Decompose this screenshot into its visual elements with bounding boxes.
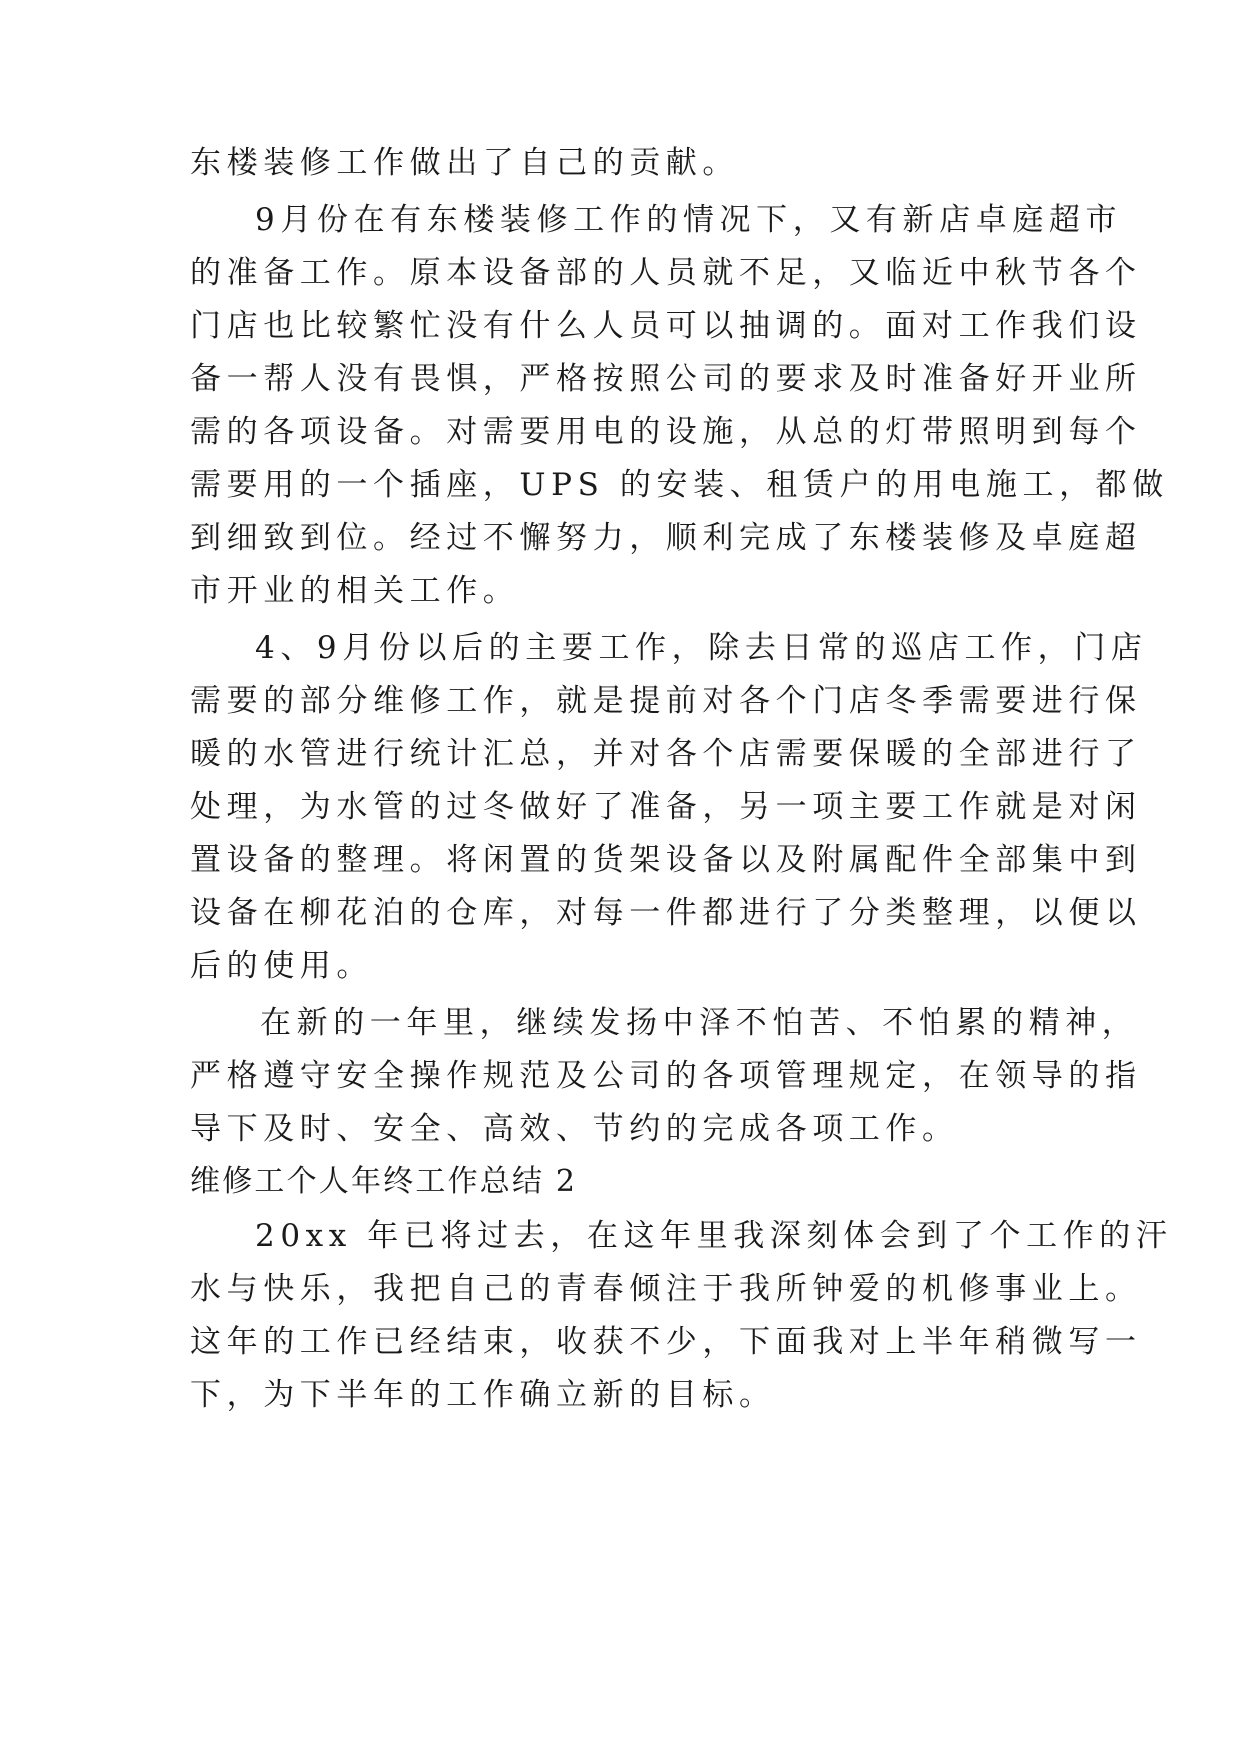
september-paragraph-line-7: 到细致到位。经过不懈努力，顺利完成了东楼装修及卓庭超 [190, 520, 1142, 556]
intro-paragraph-line-1: 20xx 年已将过去，在这年里我深刻体会到了个工作的汗 [255, 1218, 1173, 1254]
intro-paragraph-line-2: 水与快乐，我把自己的青春倾注于我所钟爱的机修事业上。 [190, 1271, 1142, 1307]
after-september-paragraph-line-2: 需要的部分维修工作，就是提前对各个门店冬季需要进行保 [190, 683, 1142, 719]
after-september-paragraph-line-1: 4、9月份以后的主要工作，除去日常的巡店工作，门店 [255, 630, 1148, 666]
after-september-paragraph-line-6: 设备在柳花泊的仓库，对每一件都进行了分类整理，以便以 [190, 895, 1142, 931]
september-paragraph-line-5: 需的各项设备。对需要用电的设施，从总的灯带照明到每个 [190, 414, 1142, 450]
after-september-paragraph-line-3: 暖的水管进行统计汇总，并对各个店需要保暖的全部进行了 [190, 736, 1142, 772]
intro-paragraph-line-4: 下，为下半年的工作确立新的目标。 [190, 1377, 776, 1413]
section-title: 维修工个人年终工作总结 2 [190, 1164, 578, 1199]
september-paragraph-line-2: 的准备工作。原本设备部的人员就不足，又临近中秋节各个 [190, 255, 1142, 291]
continuation-line-1: 东楼装修工作做出了自己的贡献。 [190, 145, 739, 181]
september-paragraph-line-8: 市开业的相关工作。 [190, 573, 520, 609]
september-paragraph-line-3: 门店也比较繁忙没有什么人员可以抽调的。面对工作我们设 [190, 308, 1142, 344]
new-year-paragraph-line-2: 严格遵守安全操作规范及公司的各项管理规定，在领导的指 [190, 1058, 1142, 1094]
intro-paragraph-line-3: 这年的工作已经结束，收获不少，下面我对上半年稍微写一 [190, 1324, 1142, 1360]
september-paragraph-line-6: 需要用的一个插座，UPS 的安装、租赁户的用电施工，都做 [190, 467, 1169, 503]
september-paragraph-line-1: 9月份在有东楼装修工作的情况下，又有新店卓庭超市 [255, 202, 1123, 238]
after-september-paragraph-line-7: 后的使用。 [190, 948, 373, 984]
after-september-paragraph-line-5: 置设备的整理。将闲置的货架设备以及附属配件全部集中到 [190, 842, 1142, 878]
after-september-paragraph-line-4: 处理，为水管的过冬做好了准备，另一项主要工作就是对闲 [190, 789, 1142, 825]
september-paragraph-line-4: 备一帮人没有畏惧，严格按照公司的要求及时准备好开业所 [190, 361, 1142, 397]
new-year-paragraph-line-3: 导下及时、安全、高效、节约的完成各项工作。 [190, 1111, 959, 1147]
new-year-paragraph-line-1: 在新的一年里，继续发扬中泽不怕苦、不怕累的精神， [260, 1005, 1139, 1041]
